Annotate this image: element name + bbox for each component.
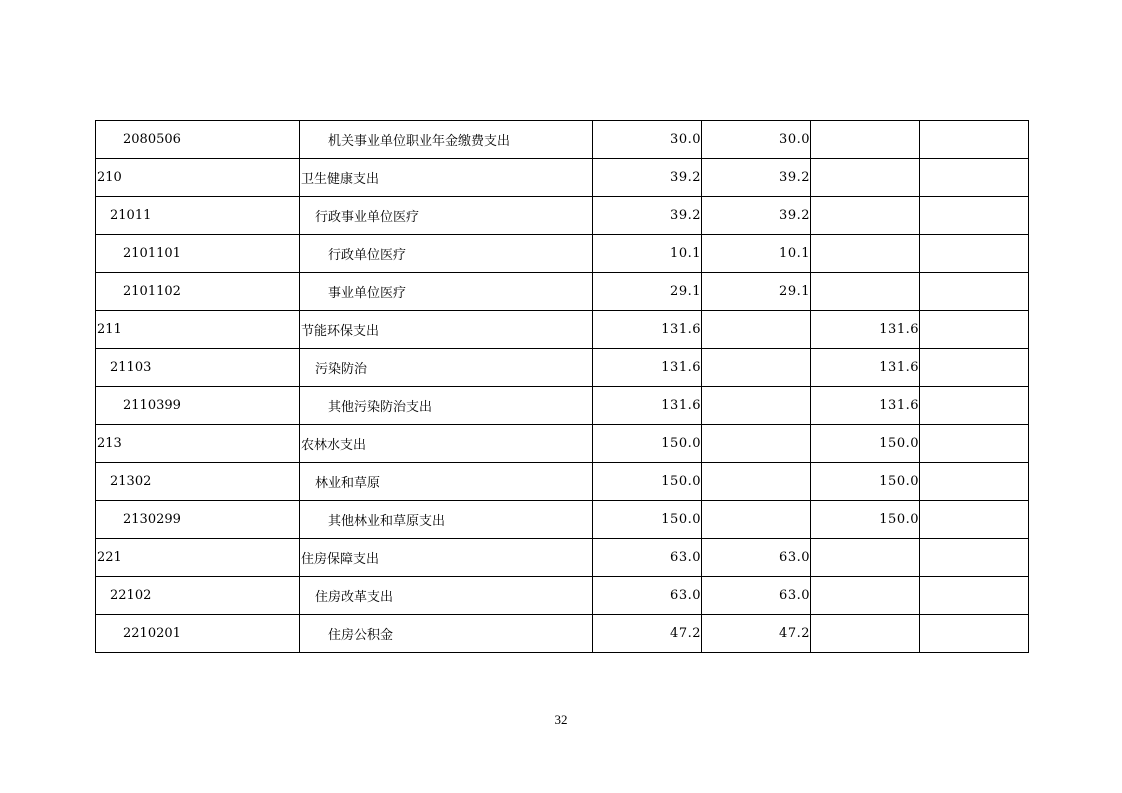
subject-code-cell: 21103 bbox=[96, 349, 300, 387]
other-amount-cell bbox=[920, 235, 1029, 273]
table-row bbox=[96, 501, 1029, 539]
subject-name-cell: 住房改革支出 bbox=[300, 577, 593, 615]
subject-name-cell: 农林水支出 bbox=[300, 425, 593, 463]
table-row bbox=[96, 349, 1029, 387]
project-expenditure-cell: 150.0 bbox=[811, 501, 920, 539]
project-expenditure-cell: 150.0 bbox=[811, 425, 920, 463]
project-expenditure-cell bbox=[811, 539, 920, 577]
basic-expenditure-cell bbox=[702, 463, 811, 501]
total-amount-cell: 29.1 bbox=[593, 273, 702, 311]
basic-expenditure-cell: 39.2 bbox=[702, 159, 811, 197]
other-amount-cell bbox=[920, 121, 1029, 159]
table-row bbox=[96, 425, 1029, 463]
basic-expenditure-cell bbox=[702, 387, 811, 425]
other-amount-cell bbox=[920, 159, 1029, 197]
basic-expenditure-cell: 39.2 bbox=[702, 197, 811, 235]
table-row bbox=[96, 273, 1029, 311]
table-row bbox=[96, 159, 1029, 197]
subject-code-cell: 21011 bbox=[96, 197, 300, 235]
subject-name-cell: 卫生健康支出 bbox=[300, 159, 593, 197]
table-row bbox=[96, 463, 1029, 501]
table-body bbox=[96, 121, 1029, 653]
basic-expenditure-cell bbox=[702, 425, 811, 463]
other-amount-cell bbox=[920, 273, 1029, 311]
total-amount-cell: 131.6 bbox=[593, 311, 702, 349]
project-expenditure-cell bbox=[811, 197, 920, 235]
subject-name-cell: 行政单位医疗 bbox=[300, 235, 593, 273]
table-row bbox=[96, 235, 1029, 273]
project-expenditure-cell: 131.6 bbox=[811, 349, 920, 387]
total-amount-cell: 30.0 bbox=[593, 121, 702, 159]
subject-name-cell: 其他林业和草原支出 bbox=[300, 501, 593, 539]
table-row bbox=[96, 387, 1029, 425]
table-row bbox=[96, 121, 1029, 159]
basic-expenditure-cell bbox=[702, 349, 811, 387]
page-number: 32 bbox=[554, 712, 568, 727]
other-amount-cell bbox=[920, 387, 1029, 425]
total-amount-cell: 131.6 bbox=[593, 349, 702, 387]
other-amount-cell bbox=[920, 349, 1029, 387]
total-amount-cell: 150.0 bbox=[593, 463, 702, 501]
total-amount-cell: 63.0 bbox=[593, 577, 702, 615]
other-amount-cell bbox=[920, 501, 1029, 539]
table-row bbox=[96, 311, 1029, 349]
project-expenditure-cell bbox=[811, 577, 920, 615]
other-amount-cell bbox=[920, 463, 1029, 501]
subject-name-cell: 住房公积金 bbox=[300, 615, 593, 653]
project-expenditure-cell bbox=[811, 121, 920, 159]
subject-name-cell: 机关事业单位职业年金缴费支出 bbox=[300, 121, 593, 159]
other-amount-cell bbox=[920, 539, 1029, 577]
subject-name-cell: 行政事业单位医疗 bbox=[300, 197, 593, 235]
other-amount-cell bbox=[920, 577, 1029, 615]
total-amount-cell: 10.1 bbox=[593, 235, 702, 273]
total-amount-cell: 39.2 bbox=[593, 159, 702, 197]
total-amount-cell: 39.2 bbox=[593, 197, 702, 235]
table-row bbox=[96, 577, 1029, 615]
table-row bbox=[96, 197, 1029, 235]
basic-expenditure-cell bbox=[702, 501, 811, 539]
subject-code-cell: 210 bbox=[96, 159, 300, 197]
table-row bbox=[96, 615, 1029, 653]
total-amount-cell: 131.6 bbox=[593, 387, 702, 425]
subject-code-cell: 2080506 bbox=[96, 121, 300, 159]
subject-name-cell: 事业单位医疗 bbox=[300, 273, 593, 311]
subject-code-cell: 22102 bbox=[96, 577, 300, 615]
total-amount-cell: 47.2 bbox=[593, 615, 702, 653]
project-expenditure-cell: 131.6 bbox=[811, 311, 920, 349]
project-expenditure-cell bbox=[811, 615, 920, 653]
other-amount-cell bbox=[920, 615, 1029, 653]
subject-code-cell: 221 bbox=[96, 539, 300, 577]
total-amount-cell: 63.0 bbox=[593, 539, 702, 577]
subject-name-cell: 其他污染防治支出 bbox=[300, 387, 593, 425]
project-expenditure-cell: 150.0 bbox=[811, 463, 920, 501]
basic-expenditure-cell: 29.1 bbox=[702, 273, 811, 311]
basic-expenditure-cell: 30.0 bbox=[702, 121, 811, 159]
basic-expenditure-cell: 47.2 bbox=[702, 615, 811, 653]
other-amount-cell bbox=[920, 425, 1029, 463]
subject-code-cell: 2210201 bbox=[96, 615, 300, 653]
subject-code-cell: 2101102 bbox=[96, 273, 300, 311]
project-expenditure-cell bbox=[811, 273, 920, 311]
other-amount-cell bbox=[920, 311, 1029, 349]
subject-code-cell: 211 bbox=[96, 311, 300, 349]
basic-expenditure-cell bbox=[702, 311, 811, 349]
total-amount-cell: 150.0 bbox=[593, 501, 702, 539]
subject-code-cell: 21302 bbox=[96, 463, 300, 501]
budget-table bbox=[95, 120, 1029, 653]
subject-name-cell: 林业和草原 bbox=[300, 463, 593, 501]
project-expenditure-cell: 131.6 bbox=[811, 387, 920, 425]
basic-expenditure-cell: 63.0 bbox=[702, 539, 811, 577]
subject-name-cell: 住房保障支出 bbox=[300, 539, 593, 577]
subject-name-cell: 污染防治 bbox=[300, 349, 593, 387]
total-amount-cell: 150.0 bbox=[593, 425, 702, 463]
basic-expenditure-cell: 10.1 bbox=[702, 235, 811, 273]
subject-code-cell: 2130299 bbox=[96, 501, 300, 539]
project-expenditure-cell bbox=[811, 235, 920, 273]
subject-name-cell: 节能环保支出 bbox=[300, 311, 593, 349]
subject-code-cell: 2110399 bbox=[96, 387, 300, 425]
basic-expenditure-cell: 63.0 bbox=[702, 577, 811, 615]
subject-code-cell: 2101101 bbox=[96, 235, 300, 273]
other-amount-cell bbox=[920, 197, 1029, 235]
table-row bbox=[96, 539, 1029, 577]
project-expenditure-cell bbox=[811, 159, 920, 197]
subject-code-cell: 213 bbox=[96, 425, 300, 463]
